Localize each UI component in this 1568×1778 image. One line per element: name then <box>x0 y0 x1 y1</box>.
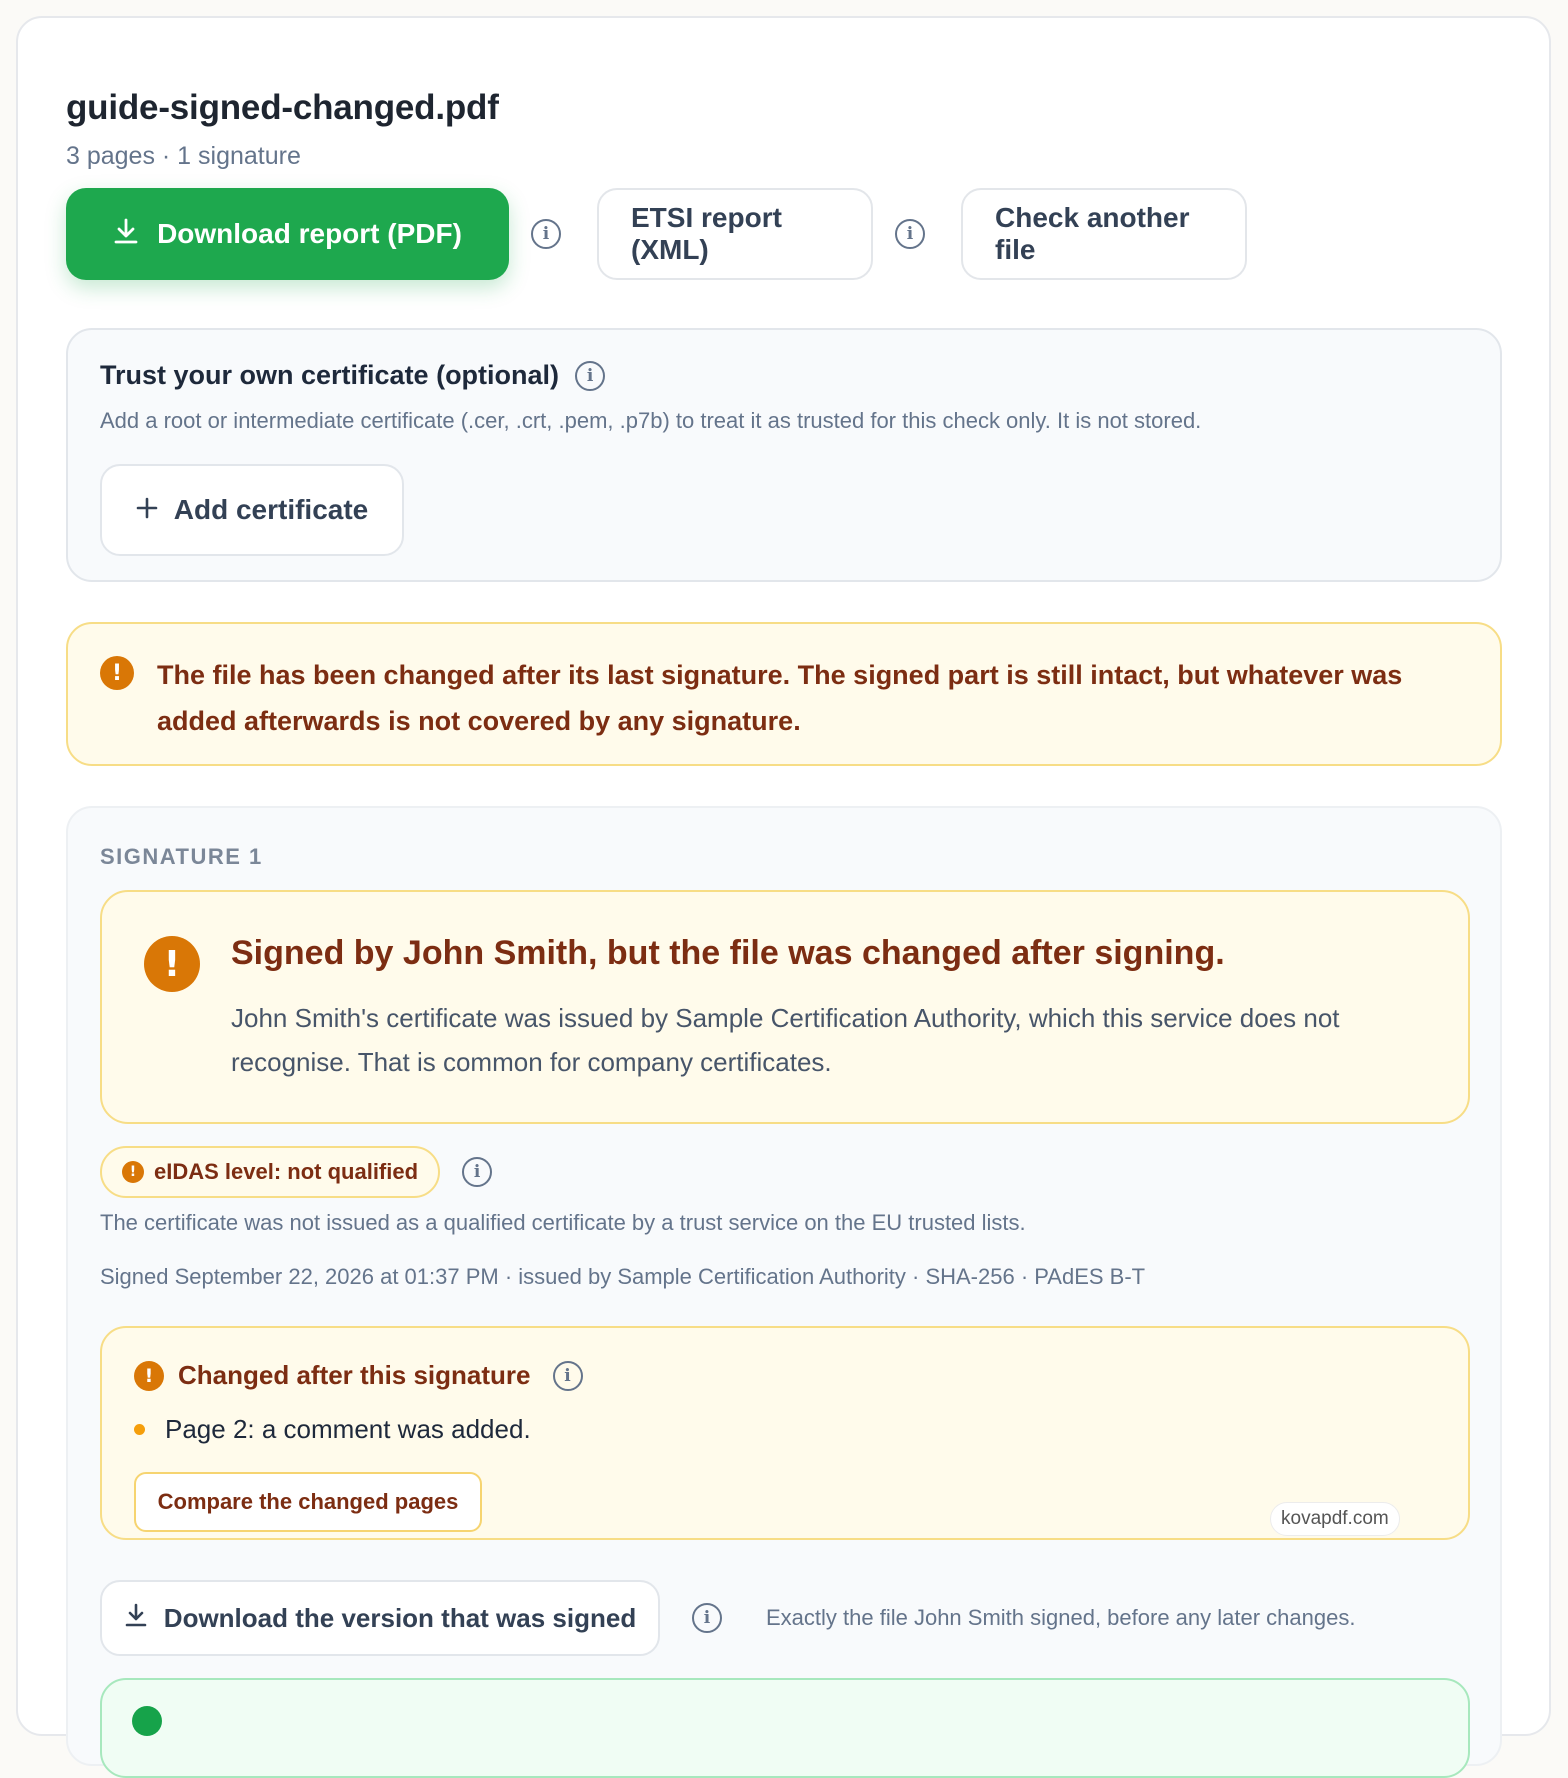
info-icon[interactable]: i <box>462 1157 492 1187</box>
check-circle-icon <box>132 1706 162 1736</box>
exclamation-icon: ! <box>100 656 134 690</box>
signature-meta: Signed September 22, 2026 at 01:37 PM · issued by Sample Certification Authority · SHA-256 · PAdES B-T <box>100 1264 1146 1289</box>
compare-pages-button[interactable]: Compare the changed pages <box>134 1472 482 1532</box>
signature-alert-title: Signed by John Smith, but the file was changed after signing. <box>231 934 1225 972</box>
download-icon <box>113 217 139 252</box>
info-icon[interactable]: i <box>531 219 561 249</box>
signature-label: SIGNATURE 1 <box>100 844 263 869</box>
download-signed-label: Download the version that was signed <box>163 1602 637 1633</box>
changes-title-row <box>134 1360 583 1391</box>
download-signed-row <box>100 1580 1355 1656</box>
change-item-text: Page 2: a comment was added. <box>165 1414 531 1444</box>
valid-status-panel <box>100 1678 1470 1778</box>
changes-title: Changed after this signature <box>178 1360 531 1390</box>
bullet-icon <box>134 1424 145 1435</box>
banner-text: The file has been changed after its last signature. The signed part is still intact, but whatever was added afterwards is not covered by any signature. <box>157 660 1403 736</box>
list-item <box>134 1414 531 1445</box>
eidas-description: The certificate was not issued as a qualified certificate by a trust service on the EU trusted lists. <box>100 1210 1026 1235</box>
check-another-file-button[interactable]: Check another file <box>961 188 1247 280</box>
download-report-button[interactable] <box>66 188 509 280</box>
info-icon[interactable]: i <box>575 361 605 391</box>
result-card <box>16 16 1551 1736</box>
changes-panel <box>100 1326 1470 1540</box>
eidas-row <box>100 1146 492 1198</box>
watermark-badge: kovapdf.com <box>1270 1502 1400 1536</box>
exclamation-icon: ! <box>144 936 200 992</box>
add-certificate-label: Add certificate <box>173 494 369 525</box>
etsi-report-button[interactable]: ETSI report (XML) <box>597 188 873 280</box>
eidas-badge <box>100 1146 440 1198</box>
download-signed-description: Exactly the file John Smith signed, before any later changes. <box>766 1605 1356 1630</box>
download-icon <box>124 1602 148 1635</box>
plus-icon <box>136 494 158 526</box>
signature-alert-text: John Smith's certificate was issued by Sample Certification Authority, which this service does not recognise. That is common for company certificates. <box>231 1003 1340 1077</box>
info-icon[interactable]: i <box>895 219 925 249</box>
file-title: guide-signed-changed.pdf <box>66 88 499 127</box>
eidas-badge-label: eIDAS level: not qualified <box>154 1159 419 1184</box>
action-bar <box>66 188 1247 280</box>
signature-section <box>66 806 1502 1766</box>
download-report-label: Download report (PDF) <box>157 218 462 249</box>
trust-title-row <box>100 360 605 391</box>
download-signed-version-button[interactable] <box>100 1580 660 1656</box>
exclamation-icon: ! <box>122 1161 144 1183</box>
add-certificate-button[interactable] <box>100 464 404 556</box>
info-icon[interactable]: i <box>553 1361 583 1391</box>
trust-title: Trust your own certificate (optional) <box>100 360 560 390</box>
exclamation-icon: ! <box>134 1361 164 1391</box>
trust-certificate-panel <box>66 328 1502 582</box>
trust-description: Add a root or intermediate certificate (.cer, .crt, .pem, .p7b) to treat it as trusted for this check only. It is not stored. <box>100 408 1202 433</box>
signature-alert <box>100 890 1470 1124</box>
changed-file-banner <box>66 622 1502 766</box>
info-icon[interactable]: i <box>692 1603 722 1633</box>
file-meta: 3 pages · 1 signature <box>66 142 301 170</box>
